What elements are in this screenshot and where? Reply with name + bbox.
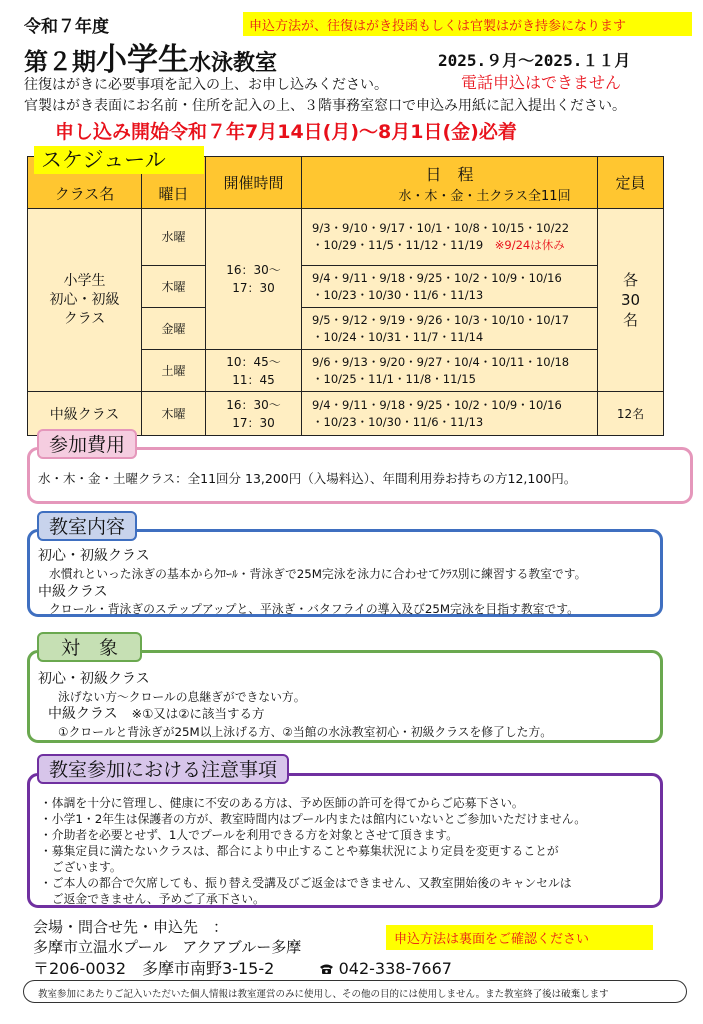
- note-item: ご返金できません、予めご了承下さい。: [40, 892, 265, 906]
- class-beginner: 小学生 初心・初級 クラス: [28, 209, 142, 392]
- holiday-note: ※9/24は休み: [494, 238, 565, 252]
- title-sub: 水泳教室: [189, 51, 278, 76]
- fiscal-year: 令和７年度: [24, 17, 109, 37]
- course-period: 2025.９月～2025.１１月: [438, 51, 631, 70]
- dates-wed: 9/3・9/10・9/17・10/1・10/8・10/15・10/22 ・10/29・11/5・11/12・11/19 ※9/24は休み: [302, 209, 598, 266]
- notes-heading: 教室参加における注意事項: [37, 754, 289, 784]
- header-dates: 日 程 水・木・金・土クラス全11回: [302, 157, 598, 209]
- dates-sat: 9/6・9/13・9/20・9/27・10/4・10/11・10/18 ・10/25・11/1・11/8・11/15: [302, 350, 598, 392]
- content-intermediate-desc: クロール・背泳ぎのステップアップと、平泳ぎ・バタフライの導入及び25M完泳を目指す教室です。: [49, 602, 579, 616]
- note-item: ・体調を十分に管理し、健康に不安のある方は、予め医師の許可を得てからご応募下さい。: [40, 796, 524, 810]
- day-intermediate: 木曜: [142, 392, 206, 436]
- day-fri: 金曜: [142, 308, 206, 350]
- header-time: 開催時間: [206, 157, 302, 209]
- postal-address: 〒206-0032 多摩市南野3-15-2: [33, 959, 275, 978]
- content-heading: 教室内容: [37, 511, 137, 541]
- capacity-intermediate: 12名: [598, 392, 664, 436]
- note-item: ・介助者を必要とせず、1人でプールを利用できる方を対象とさせて頂きます。: [40, 828, 458, 842]
- content-beginner-desc: 水慣れといった泳ぎの基本からｸﾛｰﾙ・背泳ぎで25M完泳を泳力に合わせてｸﾗｽ別に練習する教室です。: [49, 567, 587, 581]
- note-item: ・ご本人の都合で欠席しても、振り替え受講及びご返金はできません、又教室開始後のキャンセルは: [40, 876, 572, 890]
- fee-heading: 参加費用: [37, 429, 137, 459]
- schedule-heading: スケジュール: [34, 146, 204, 174]
- content-intermediate-title: 中級クラス: [38, 584, 108, 600]
- title-main: 小学生: [96, 42, 189, 78]
- intro-text-2: 官製はがき表面にお名前・住所を記入の上、３階事務室窓口で申込み用紙に記入提出ください。: [24, 98, 626, 114]
- application-deadline: 申し込み開始令和７年7月14日(月)～8月1日(金)必着: [55, 121, 517, 143]
- venue-name: 多摩市立温水プール アクアブルー多摩: [33, 938, 302, 956]
- header-class-name: クラス名: [28, 157, 142, 209]
- venue-label: 会場・問合せ先・申込先 ：: [33, 918, 229, 936]
- dates-thu: 9/4・9/11・9/18・9/25・10/2・10/9・10/16 ・10/23・10/30・11/6・11/13: [302, 266, 598, 308]
- target-beginner-desc: 泳げない方～クロールの息継ぎができない方。: [58, 690, 306, 704]
- venue-address: [33, 956, 452, 979]
- fee-text: 水・木・金・土曜クラス：全11回分 13,200円（入場料込）、年間利用券お持ちの方12,100円。: [38, 471, 577, 486]
- target-beginner-title: 初心・初級クラス: [38, 671, 150, 687]
- privacy-notice: 教室参加にあたりご記入いただいた個人情報は教室運営のみに使用し、その他の目的には使用しません。また教室終了後は破棄します: [23, 980, 687, 1003]
- time-intermediate: 16：30～ 17：30: [206, 392, 302, 436]
- dates-intermediate: 9/4・9/11・9/18・9/25・10/2・10/9・10/16 ・10/23・10/30・11/6・11/13: [302, 392, 598, 436]
- intro-text-1: 往復はがきに必要事項を記入の上、お申し込みください。: [24, 77, 388, 93]
- dates-fri: 9/5・9/12・9/19・9/26・10/3・10/10・10/17 ・10/24・10/31・11/7・11/14: [302, 308, 598, 350]
- day-wed: 水曜: [142, 209, 206, 266]
- target-heading: 対 象: [37, 632, 142, 662]
- phone-number: 042-338-7667: [338, 959, 452, 978]
- target-intermediate-title: 中級クラス ※①又は②に該当する方: [48, 706, 265, 722]
- phone-icon: [319, 960, 334, 979]
- time-weekday: 16：30～ 17：30: [206, 209, 302, 350]
- capacity-beginner: 各 30 名: [598, 209, 664, 392]
- note-item: ・小学1・2年生は保護者の方が、教室時間内はプール内または館内にいないとご参加いただけません。: [40, 812, 586, 826]
- no-phone-notice: 電話申込はできません: [461, 73, 622, 92]
- title-term: 第２期: [24, 48, 96, 76]
- venue-info: [33, 917, 301, 957]
- schedule-table: [27, 156, 664, 436]
- header-capacity: 定員: [598, 157, 664, 209]
- application-method-notice: 申込方法が、往復はがき投函もしくは官製はがき持参になります: [243, 12, 692, 36]
- page-title: [24, 34, 277, 79]
- content-beginner-title: 初心・初級クラス: [38, 548, 150, 564]
- class-intermediate: 中級クラス: [28, 392, 142, 436]
- note-item: ございます。: [40, 860, 122, 874]
- note-item: ・募集定員に満たないクラスは、都合により中止することや募集状況により定員を変更することが: [40, 844, 559, 858]
- target-intermediate-desc: ①クロールと背泳ぎが25M以上泳げる方、②当館の水泳教室初心・初級クラスを修了した方。: [58, 725, 553, 739]
- header-day: 曜日: [142, 157, 206, 209]
- day-sat: 土曜: [142, 350, 206, 392]
- see-back-notice: 申込方法は裏面をご確認ください: [386, 925, 653, 950]
- time-saturday: 10：45～ 11：45: [206, 350, 302, 392]
- day-thu: 木曜: [142, 266, 206, 308]
